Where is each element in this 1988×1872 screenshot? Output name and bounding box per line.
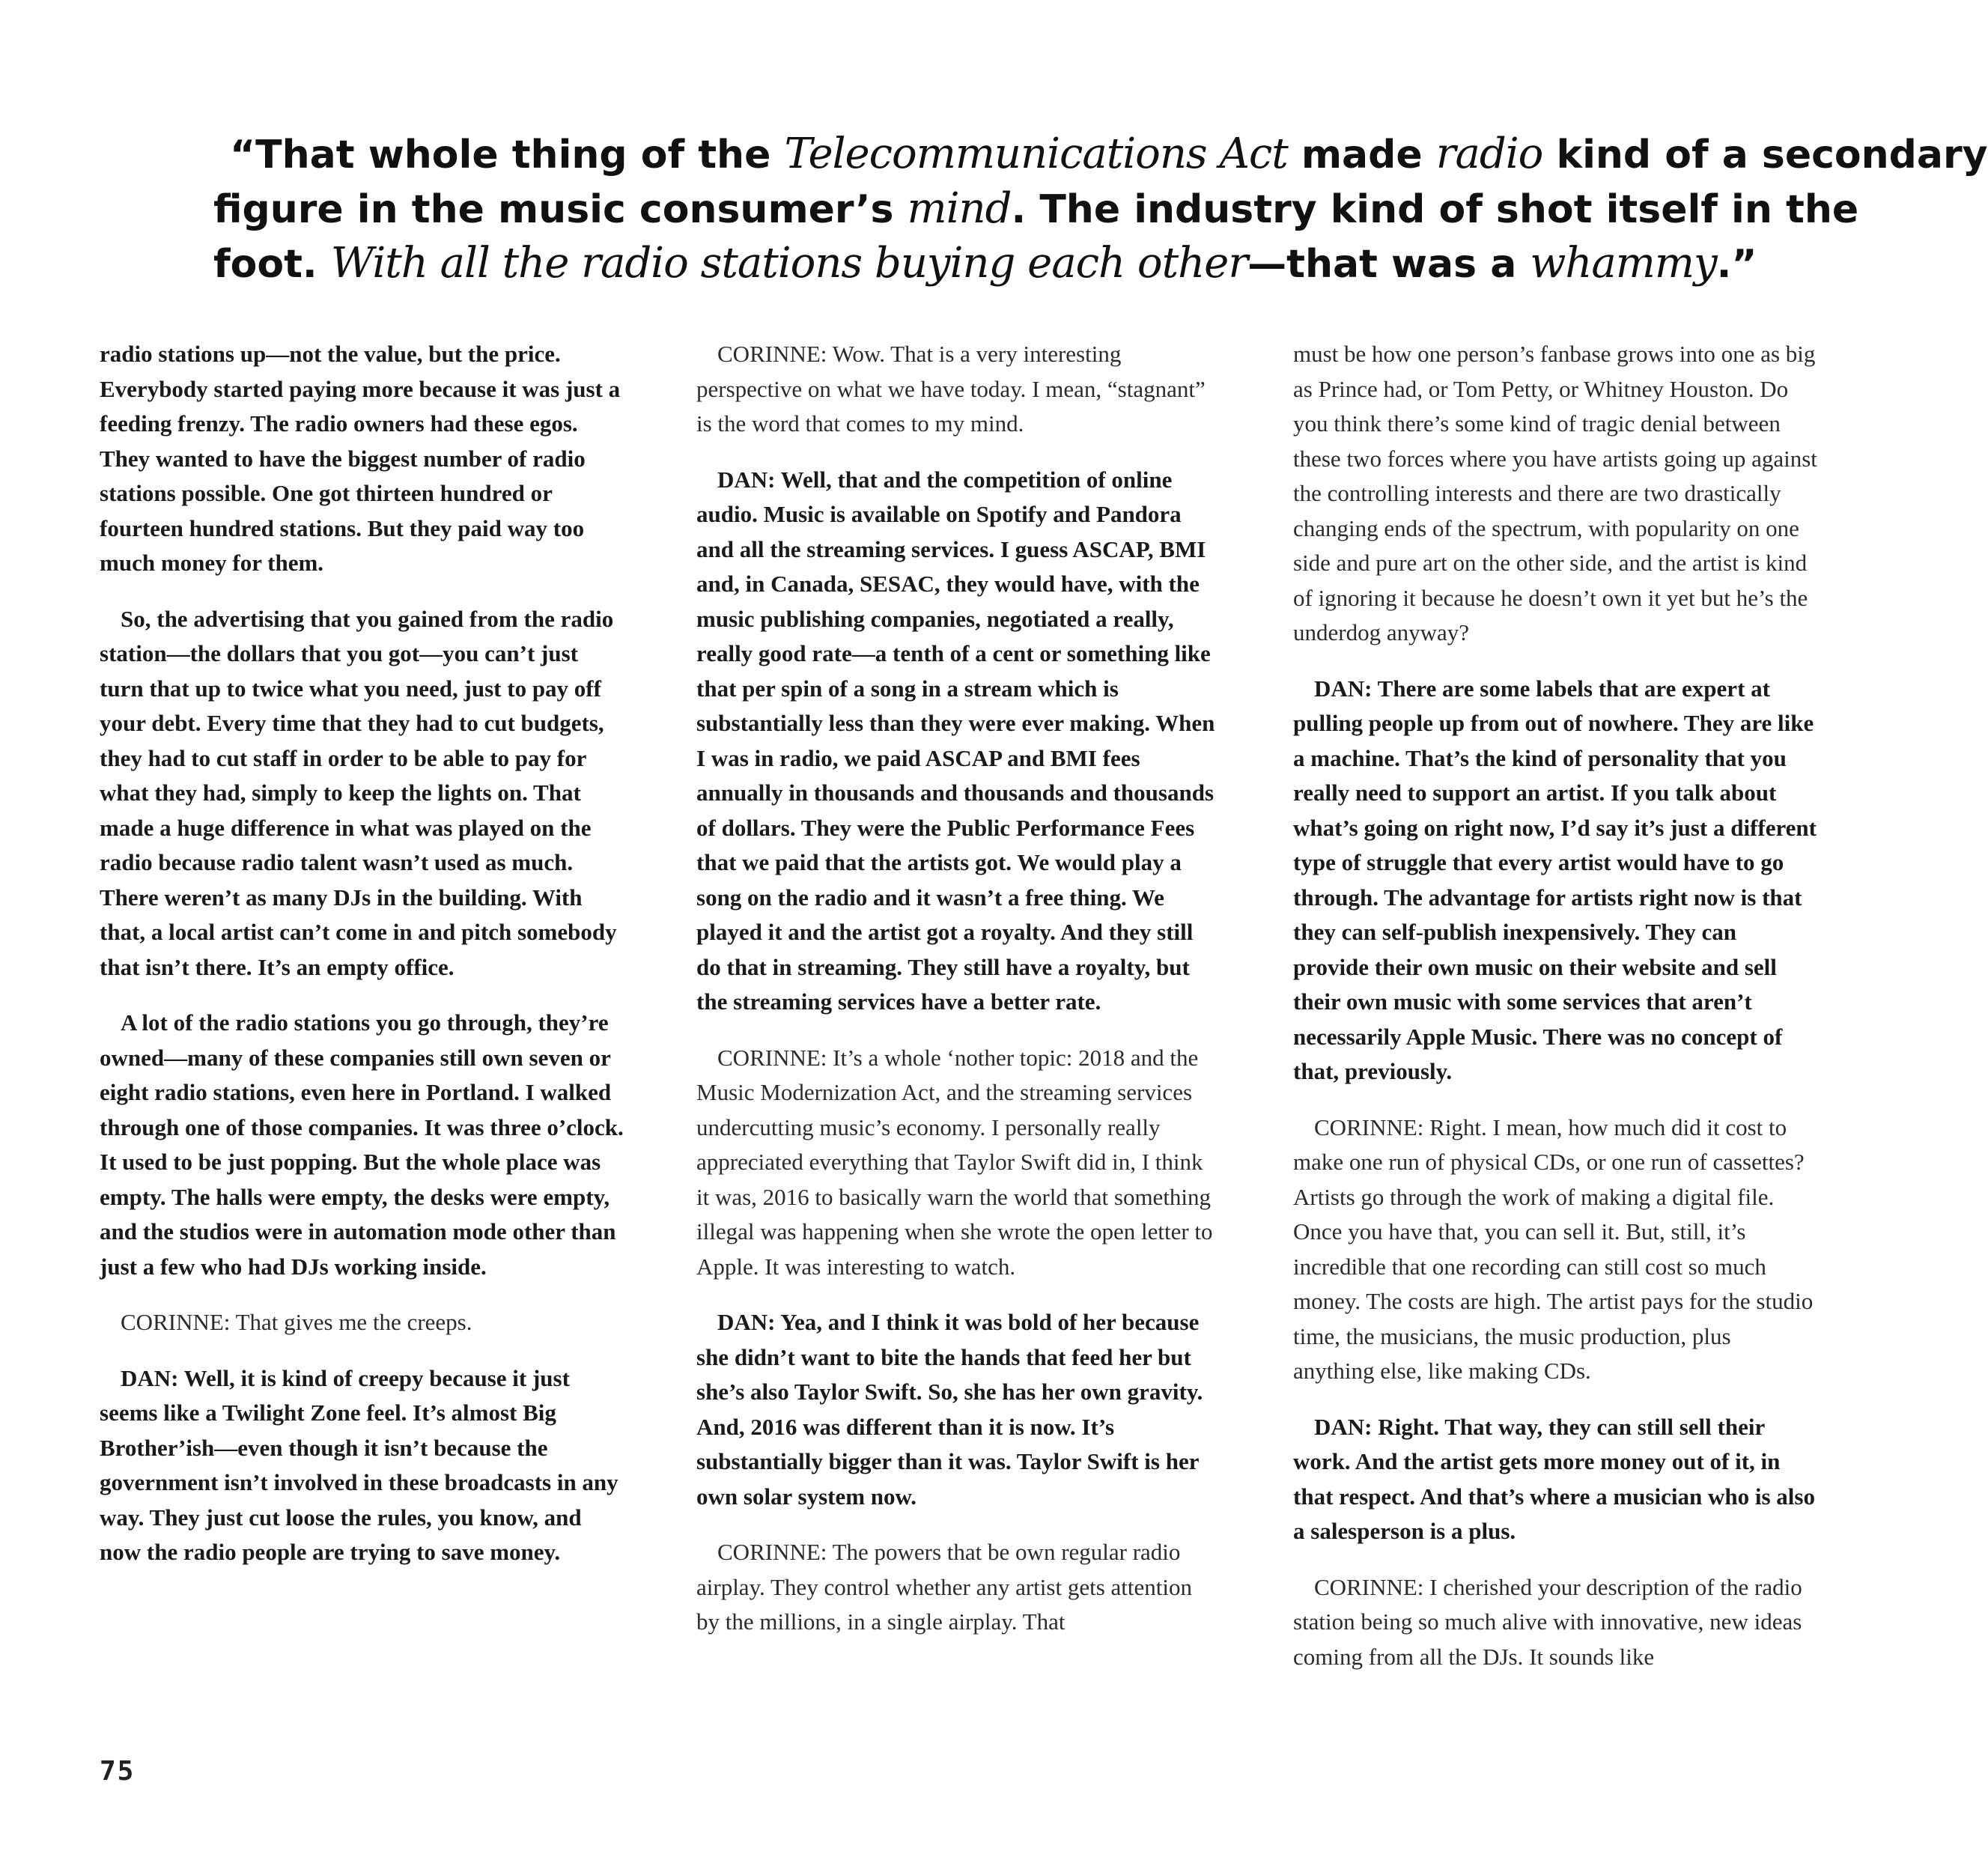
pull-quote-segment: made [1287, 133, 1436, 177]
column-3-paragraph: DAN: There are some labels that are expert at pulling people up from out of nowhere. They are like a machine. That’s the kind of personality that you really need to support an artist. If you talk about what’s going on right now, I’d say it’s just a different type of struggle that every artist would have to go through. The advantage for artists right now is that they can self-publish inexpensively. They can provide their own music on their website and sell their own music with some services that aren’t necessarily Apple Music. There was no concept of that, previously. [1293, 675, 1817, 1084]
column-3-paragraph: DAN: Right. That way, they can still sell their work. And the artist gets more money out of it, in that respect. And that’s where a musician who is also a salesperson is a plus. [1293, 1413, 1815, 1544]
column-3-paragraph: CORINNE: Right. I mean, how much did it cost to make one run of physical CDs, or one run of cassettes? Artists go through the work of making a digital file. Once you have that, you can sell it. But, still, it’s incredible that one recording can still cost so much money. The costs are high. The artist pays for the studio time, the musicians, the music production, plus anything else, like making CDs. [1293, 1113, 1814, 1384]
column-2-paragraph: CORINNE: Wow. That is a very interesting perspective on what we have today. I mean, “stagnant” is the word that comes to my mind. [696, 341, 1206, 437]
text-column-3 [1293, 337, 1817, 1695]
pull-quote-line-3 [213, 237, 1757, 291]
pull-quote-line-2 [213, 182, 1859, 237]
pull-quote-segment: “That whole thing of the [230, 133, 785, 177]
column-1-paragraph: radio stations up—not the value, but the price. Everybody started paying more because it was just a feeding frenzy. The radio owners had these egos. They wanted to have the biggest number of radio stations possible. One got thirteen hundred or fourteen hundred stations. But they paid way too much money for them. [100, 341, 621, 576]
column-1-paragraph: DAN: Well, it is kind of creepy because it just seems like a Twilight Zone feel. It’s almost Big Brother’ish—even though it isn’t because the government isn’t involved in these broadcasts in any way. They just cut loose the rules, you know, and now the radio people are trying to save money. [100, 1364, 618, 1565]
column-3-paragraph: CORINNE: I cherished your description of the radio station being so much alive with innovative, new ideas coming from all the DJs. It sounds like [1293, 1573, 1802, 1670]
column-1-paragraph: A lot of the radio stations you go through, they’re owned—many of these companies still own seven or eight radio stations, even here in Portland. I walked through one of those companies. It was three o’clock. It used to be just popping. But the whole place was empty. The halls were empty, the desks were empty, and the studios were in automation mode other than just a few who had DJs working inside. [100, 1009, 624, 1280]
text-column-2 [696, 337, 1221, 1661]
pull-quote-segment: —that was a [1247, 242, 1530, 287]
pull-quote-segment: .” [1716, 242, 1757, 287]
column-1-paragraph: CORINNE: That gives me the creeps. [121, 1309, 472, 1335]
column-2-paragraph: DAN: Well, that and the competition of online audio. Music is available on Spotify and Pandora and all the streaming services. I guess ASCAP, BMI and, in Canada, SESAC, they would have, with the music publishing companies, negotiated a really, really good rate—a tenth of a cent or something like that per spin of a song in a stream which is substantially less than they were ever making. When I was in radio, we paid ASCAP and BMI fees annually in thousands and thousands and thousands of dollars. They were the Public Performance Fees that we paid that the artists got. We would play a song on the radio and it wasn’t a free thing. We played it and the artist got a royalty. And they still do that in streaming. They still have a royalty, but the streaming services have a better rate. [696, 466, 1215, 1015]
pull-quote-script-segment: radio [1435, 130, 1543, 178]
page-number: 75 [100, 1756, 136, 1787]
pull-quote-segment: . The industry kind of shot itself in the [1011, 187, 1859, 232]
pull-quote-script-segment: whammy [1530, 239, 1717, 288]
column-3-paragraph: must be how one person’s fanbase grows into one as big as Prince had, or Tom Petty, or Whitney Houston. Do you think there’s some kind of tragic denial between these two forces where you have artists going up against the controlling interests and there are two drastically changing ends of the spectrum, with popularity on one side and pure art on the other side, and the artist is kind of ignoring it because he doesn’t own it yet but he’s the underdog anyway? [1293, 341, 1817, 645]
pull-quote-line-1 [213, 127, 1988, 182]
column-2-paragraph: DAN: Yea, and I think it was bold of her because she didn’t want to bite the hands that feed her but she’s also Taylor Swift. So, she has her own gravity. And, 2016 was different than it is now. It’s substantially bigger than it was. Taylor Swift is her own solar system now. [696, 1309, 1203, 1510]
column-1-paragraph: So, the advertising that you gained from the radio station—the dollars that you got—you can’t just turn that up to twice what you need, just to pay off your debt. Every time that they had to cut budgets, they had to cut staff in order to be able to pay for what they had, simply to keep the lights on. That made a huge difference in what was played on the radio because radio talent wasn’t used as much. There weren’t as many DJs in the building. With that, a local artist can’t come in and pitch somebody that isn’t there. It’s an empty office. [100, 605, 617, 980]
pull-quote [213, 127, 1988, 291]
pull-quote-segment: kind of a secondary [1542, 133, 1988, 177]
pull-quote-script-segment: Telecommunications Act [784, 130, 1288, 178]
column-2-paragraph: CORINNE: It’s a whole ‘nother topic: 2018 and the Music Modernization Act, and the streaming services undercutting music’s economy. I personally really appreciated everything that Taylor Swift did in, I think it was, 2016 to basically warn the world that something illegal was happening when she wrote the open letter to Apple. It was interesting to watch. [696, 1044, 1213, 1280]
pull-quote-segment: figure in the music consumer’s [213, 187, 908, 232]
pull-quote-script-segment: With all the radio stations buying each other [330, 239, 1248, 288]
text-column-1 [100, 337, 624, 1591]
column-2-paragraph: CORINNE: The powers that be own regular radio airplay. They control whether any artist gets attention by the millions, in a single airplay. That [696, 1539, 1192, 1635]
pull-quote-segment: foot. [213, 242, 331, 287]
pull-quote-script-segment: mind [907, 184, 1012, 233]
